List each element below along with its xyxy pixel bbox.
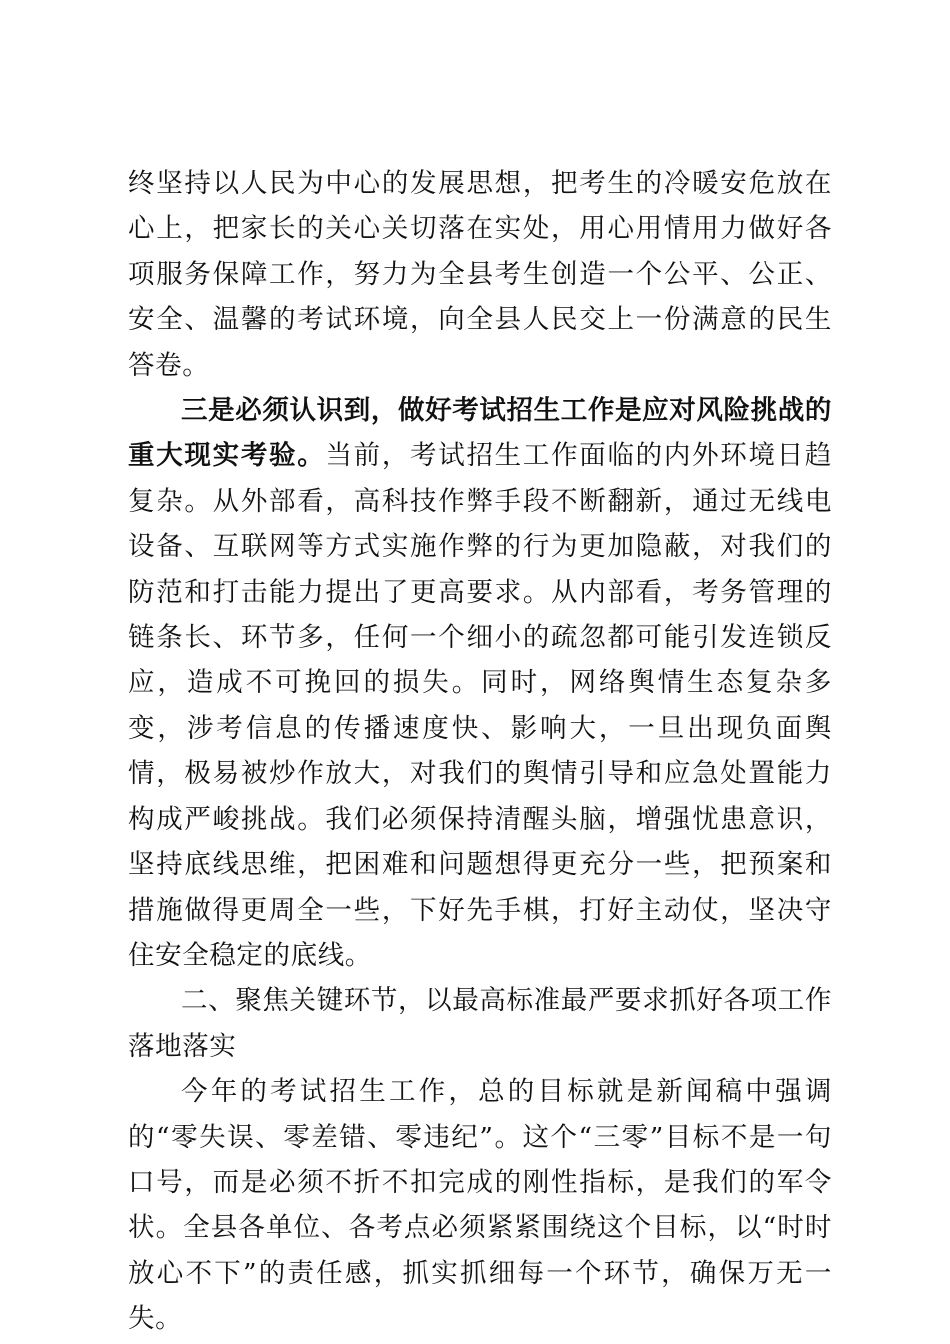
paragraph-text: 今年的考试招生工作，总的目标就是新闻稿中强调的“零失误、零差错、零违纪”。这个“三零”目标不是一句口号，而是必须不折不扣完成的刚性指标，是我们的军令状。全县各单位、各考点必须紧紧围绕这个目标，以“时时放心不下”的责任感，抓实抓细每一个环节，确保万无一失。 — [128, 1076, 832, 1335]
paragraph-text: 终坚持以人民为中心的发展思想，把考生的冷暖安危放在心上，把家长的关心关切落在实处，用心用情用力做好各项服务保障工作，努力为全县考生创造一个公平、公正、安全、温馨的考试环境，向全县人民交上一份满意的民生答卷。 — [128, 168, 832, 381]
paragraph-goals — [128, 1069, 832, 1341]
paragraph-point-three — [128, 388, 832, 978]
document-body — [128, 161, 832, 1342]
paragraph-lead-bold: 三是必须认识到，做好考试招生工作是应对风险挑战的重大现实考验。 — [128, 395, 832, 472]
section-heading — [128, 978, 832, 1069]
paragraph-continuation — [128, 161, 832, 388]
section-heading-text: 二、聚焦关键环节，以最高标准最严要求抓好各项工作落地落实 — [128, 985, 832, 1062]
paragraph-text: 当前，考试招生工作面临的内外环境日趋复杂。从外部看，高科技作弊手段不断翻新，通过无线电设备、互联网等方式实施作弊的行为更加隐蔽，对我们的防范和打击能力提出了更高要求。从内部看，考务管理的链条长、环节多，任何一个细小的疏忽都可能引发连锁反应，造成不可挽回的损失。同时，网络舆情生态复杂多变，涉考信息的传播速度快、影响大，一旦出现负面舆情，极易被炒作放大，对我们的舆情引导和应急处置能力构成严峻挑战。我们必须保持清醒头脑，增强忧患意识，坚持底线思维，把困难和问题想得更充分一些，把预案和措施做得更周全一些，下好先手棋，打好主动仗，坚决守住安全稳定的底线。 — [128, 440, 832, 971]
